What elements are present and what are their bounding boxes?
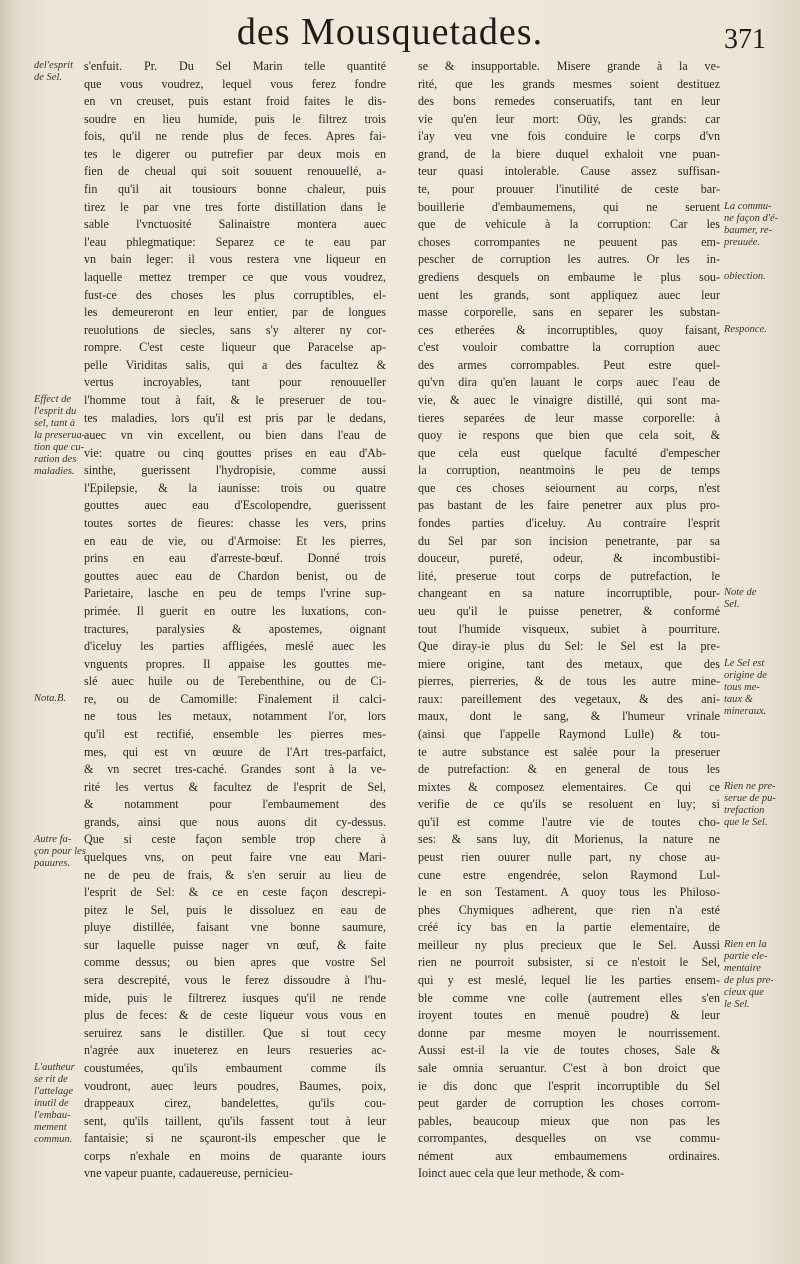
- text-line: vie: quatre ou cinq gouttes prises en eau d'Ab-: [84, 445, 386, 460]
- margin-note-line: serue de pu-: [724, 792, 776, 804]
- margin-note-line: de Sel.: [34, 72, 62, 83]
- margin-note: [724, 658, 767, 718]
- text-line: maux, dont le sang, & l'humeur vrinale: [418, 709, 720, 724]
- text-line: drappeaux cirez, bandelettes, qu'ils cou-: [84, 1096, 386, 1111]
- margin-note: [724, 324, 767, 336]
- text-line: vie qu'en leur mort: Oüy, les grands: car: [418, 111, 720, 126]
- margin-note: [724, 201, 778, 249]
- text-line: masse corporelle, sans en separer les substan-: [418, 305, 720, 320]
- text-line: s'enfuit. Pr. Du Sel Marin telle quantité: [84, 59, 386, 73]
- text-line: que ces choses seiournent au corps, n'est: [418, 480, 720, 495]
- text-line: peut garder de corruption les choses corrom-: [418, 1096, 720, 1111]
- margin-note-line: çon pour les: [34, 845, 86, 857]
- text-line: vn bain leger: il vous restera vne liqueur en: [84, 252, 386, 267]
- margin-note: [724, 271, 766, 283]
- text-line: ueu qu'il le puisse penetrer, & conformé: [418, 603, 720, 618]
- text-line: tout l'humide visqueux, subiet à pourriture.: [418, 621, 720, 636]
- text-line: en eau de vie, ou d'Armoise: Et les pierres,: [84, 533, 386, 548]
- text-line: cune estre engendrée, selon Raymond Lul-: [418, 867, 720, 882]
- text-line: c'est vouloir combattre la corruption auec: [418, 340, 720, 355]
- text-line: rité, que les grands mesmes soient destituez: [418, 76, 720, 91]
- text-line: sable l'vnctuosité Salinaistre montera auec: [84, 217, 386, 232]
- text-line: vertus incroyables, tant pour renouueller: [84, 375, 386, 390]
- margin-note: [34, 693, 66, 705]
- running-title: des Mousquetades.: [236, 11, 544, 53]
- text-line: sera descrepité, vous le ferez dissoudre à l'hu-: [84, 973, 386, 988]
- text-line: grands, ainsi que nous auons dit cy-dessus.: [84, 814, 386, 829]
- margin-note-line: que le Sel.: [724, 816, 768, 828]
- margin-note-line: Effect de: [34, 394, 72, 406]
- text-line: pas bastant de les faire penetrer aux plus pro-: [418, 498, 720, 513]
- text-line: vie, & auec le vinaigre distillé, qui sont ma-: [418, 392, 720, 407]
- text-line: (ainsi que l'appelle Raymond Lulle) & tou-: [418, 726, 720, 741]
- text-line: teur quasi intolerable. Cause assez suffisan-: [418, 164, 720, 179]
- page-number: 371: [724, 24, 766, 55]
- margin-note-line: obiection.: [724, 270, 766, 282]
- text-line: lité, preserue tout corps de putrefaction, le: [418, 568, 720, 583]
- text-line: quelques vns, on peut faire vne eau Mari-: [84, 850, 386, 865]
- text-line: re, ou de Camomille: Finalement il calci-: [84, 691, 386, 706]
- text-line: que de vehicule à la corruption: Car les: [418, 217, 720, 232]
- margin-note: [724, 939, 774, 1011]
- text-line: en vn creuset, puis estant froid faites le dis-: [84, 94, 386, 109]
- text-line: mixtes & composez elementaires. Ce qui ce: [418, 779, 720, 794]
- text-line: qu'vn dira qu'en lauant le corps auec l'eau de: [418, 375, 720, 390]
- text-line: des bons remedes conseruatifs, tant en leur: [418, 94, 720, 109]
- text-line: que vous voudrez, lequel vous ferez fondre: [84, 76, 386, 91]
- margin-note-line: Le Sel est: [724, 657, 765, 669]
- text-line: reuolutions de siecles, sans s'y alterer ny cor-: [84, 322, 386, 337]
- text-line: fois, qu'il ne rende plus de feces. Apres fai-: [84, 129, 386, 144]
- margin-note-line: sel, tant à: [34, 418, 76, 430]
- margin-note-line: cieux que: [724, 987, 764, 998]
- text-line: sale omnia seruantur. C'est à bon droict que: [418, 1060, 720, 1075]
- text-line: de putrefaction: & en general de tous les: [418, 762, 720, 777]
- text-line: douceur, pureté, odeur, & incombustibi-: [418, 551, 720, 566]
- text-line: du Sel par son incision penetrante, par sa: [418, 533, 720, 548]
- text-line: ne de peu de frais, & s'en seruir au lieu de: [84, 867, 386, 882]
- text-line: phes Chymiques adherent, que rien n'a esté: [418, 902, 720, 917]
- margin-note-line: Note de: [724, 587, 757, 599]
- text-line: iroyent toutes en menuë poudre) & leur: [418, 1008, 720, 1023]
- text-line: pluye distillée, faisant vne bonne saumure,: [84, 920, 386, 935]
- text-line: que cela eust quelque faculté d'empescher: [418, 445, 720, 460]
- text-line: comme dessus; ou bien apres que vostre Sel: [84, 955, 386, 970]
- text-line: gouttes auec eau d'Escolopendre, guerissent: [84, 498, 386, 513]
- text-line: Que diray-ie plus du Sel: le Sel est la pre-: [418, 639, 720, 654]
- text-line: ces etherées & incorruptibles, quoy faisant,: [418, 322, 720, 337]
- text-line: pelle Viriditas salis, qui a des facultez &: [84, 357, 386, 372]
- text-line: donne par mesme moyen le nourrissement.: [418, 1025, 720, 1040]
- margin-note-line: l'esprit du: [34, 406, 77, 418]
- text-line: slé auec huile ou de Terebenthine, ou de Ci-: [84, 674, 386, 689]
- text-line: pables, beaucoup mieux que non pas les: [418, 1113, 720, 1128]
- margin-note-line: baumer, re-: [724, 224, 773, 236]
- text-line: tractures, paralysies & apostemes, oignant: [84, 621, 386, 636]
- text-line: & vn secret tres-caché. Grandes sont à la ve-: [84, 762, 386, 777]
- margin-note: [724, 781, 776, 829]
- text-line: quoy ie respons que bien que cela soit, &: [418, 428, 720, 443]
- margin-note-line: taux &: [724, 693, 753, 705]
- text-line: Ioinct auec cela que leur methode, & com-: [418, 1166, 625, 1181]
- text-line: corps n'exhale en moins de quarante iours: [84, 1148, 386, 1163]
- text-line: choses corrompantes ne peuuent pas em-: [418, 234, 720, 249]
- text-line: mes, qui est vn œuure de l'Art tres-parfaict,: [84, 744, 386, 759]
- margin-note-line: mement: [34, 1122, 67, 1134]
- running-head: [0, 6, 800, 55]
- margin-note-line: la preserua-: [34, 430, 86, 442]
- text-line: sinthe, guerissent l'hydropisie, comme aussi: [84, 463, 386, 478]
- text-line: rien ne pourroit subsister, si ce n'estoit le Sel,: [418, 955, 720, 970]
- margin-note: [34, 394, 85, 478]
- text-line: verifie de ce qu'ils se resoluent en luy; si: [418, 797, 720, 812]
- text-line: rité les vertus & facultez de l'esprit de Sel,: [84, 779, 386, 794]
- margin-note-line: L'autheur: [34, 1062, 75, 1074]
- text-line: prins en eau d'arreste-bœuf. Donné trois: [84, 551, 386, 566]
- text-line: toutes sortes de fieures: chasse les vers, prins: [84, 516, 386, 531]
- margin-note-line: Sel.: [724, 599, 740, 611]
- text-line: Que si ceste façon semble trop chere à: [84, 832, 386, 847]
- margin-note-line: La commu-: [724, 200, 772, 212]
- margin-note-line: Rien ne pre-: [724, 780, 776, 792]
- text-line: sur laquelle puisse nager vn œuf, & faite: [84, 937, 386, 952]
- margin-note-line: tous me-: [724, 681, 760, 693]
- text-line: changeant en sa nature incorruptible, pour-: [418, 586, 720, 601]
- text-line: l'esprit de Sel: & ce en ceste façon descrepi-: [84, 885, 386, 900]
- text-line: les demeureront en leur entier, par de longues: [84, 305, 386, 320]
- text-line: seruirez sans le distiller. Que si tout cecy: [84, 1025, 386, 1040]
- text-line: fust-ce des choses les plus corruptibles, el-: [84, 287, 386, 302]
- text-line: rompre. C'est ceste liqueur que Paracelse ap-: [84, 340, 386, 355]
- text-line: des armes corrompables. Peut estre quel-: [418, 357, 720, 372]
- text-line: l'Epilepsie, & la iaunisse: trois ou quatre: [84, 480, 386, 495]
- text-line: grand, de la biere duquel exhaloit vne puan-: [418, 146, 720, 161]
- text-line: miere origine, tant des metaux, que des: [418, 656, 720, 671]
- text-line: sent, qu'ils taillent, qu'ils fassent tout à leur: [84, 1113, 386, 1128]
- text-line: créé icy bas en la partie elementaire, de: [418, 920, 720, 935]
- text-line: fondes parties d'iceluy. Au contraire l'esprit: [418, 516, 720, 531]
- text-line: & notamment pour l'embaumement des: [84, 797, 386, 812]
- text-line: grediens desquels on embaume le plus sou-: [418, 269, 720, 284]
- text-line: qu'il est comme l'autre vie de toutes cho-: [418, 814, 720, 829]
- margin-note: [34, 60, 73, 84]
- text-line: qu'il est rectifié, ensemble les pierres mes-: [84, 726, 386, 741]
- text-line: tes maladies, lors qu'il est pris par le dedans,: [84, 410, 386, 425]
- text-line: nément aux embaumemens ordinaires.: [418, 1148, 720, 1163]
- text-line: ie dis donc que l'esprit incorruptible du Sel: [418, 1078, 720, 1093]
- text-line: l'eau phlegmatique: Separez ce te eau par: [84, 234, 386, 249]
- text-line: se & insupportable. Misere grande à la ve-: [418, 59, 720, 73]
- margin-note-line: l'attelage: [34, 1086, 73, 1098]
- text-line: corrompantes, desquelles on vse commu-: [418, 1131, 720, 1146]
- text-line: Parietaire, lasche en peu de temps l'vrine sup-: [84, 586, 386, 601]
- margin-note-line: tion que cu-: [34, 442, 85, 454]
- text-line: i'ay veu vne fois conduire le corps d'vn: [418, 129, 720, 144]
- margin-note: [724, 587, 756, 611]
- right-text-column: [418, 58, 720, 1183]
- margin-note-line: trefaction: [724, 804, 765, 816]
- text-line: vne vapeur puante, cadauereuse, pernicieu-: [84, 1166, 293, 1181]
- text-line: l'homme tout à fait, & le preseruer de tou-: [84, 392, 386, 407]
- text-line: laquelle mettez tremper ce que vous voudrez,: [84, 269, 386, 284]
- text-line: ne tous les metaux, notamment l'or, lors: [84, 709, 386, 724]
- margin-note-line: Responce.: [724, 323, 767, 335]
- margin-note-line: pauures.: [34, 857, 71, 869]
- text-line: plus de feces: & de ceste liqueur vous vous en: [84, 1008, 386, 1023]
- margin-note-line: ne façon d'é-: [724, 212, 779, 224]
- text-line: uent les grands, sont appliquez auec leur: [418, 287, 720, 302]
- margin-note-line: de plus pre-: [724, 975, 774, 986]
- margin-note-line: ration des: [34, 454, 77, 466]
- margin-note-line: se rit de: [34, 1074, 68, 1086]
- margin-note-line: Rien en la: [724, 939, 767, 950]
- text-line: fien de cheual qui soit souuent renouuellé, a-: [84, 164, 386, 179]
- margin-note: [34, 834, 86, 870]
- text-line: tes le digerer ou putrefier par deux mois en: [84, 146, 386, 161]
- text-line: peust rien ouurer nulle part, ny chose au-: [418, 850, 720, 865]
- margin-note-line: partie ele-: [724, 951, 768, 962]
- margin-note-line: Autre fa-: [34, 833, 72, 845]
- margin-note-line: preuuée.: [724, 236, 761, 248]
- text-line: te autre substance est salée pour la preseruer: [418, 744, 720, 759]
- text-line: vnguents propres. Il appaise les gouttes me-: [84, 656, 386, 671]
- text-line: meilleur ny plus precieux que le Sel. Aussi: [418, 937, 720, 952]
- margin-note-line: origine de: [724, 669, 767, 681]
- text-line: tieres separées de leur masse corporelle: à: [418, 410, 720, 425]
- text-line: coustumées, qu'ils embaument comme ils: [84, 1060, 386, 1075]
- text-line: auec vn vin excellent, ou bien dans l'eau de: [84, 428, 386, 443]
- text-line: voudront, auec leurs poudres, Baumes, poix,: [84, 1078, 386, 1093]
- margin-note-line: mentaire: [724, 963, 761, 974]
- text-line: bouillerie d'embaumemens, qui ne seruent: [418, 199, 720, 214]
- text-line: tirez le par vne tres forte distillation dans le: [84, 199, 386, 214]
- text-line: mide, puis le filtrerez iusques qu'il ne rende: [84, 990, 386, 1005]
- margin-note-line: le Sel.: [724, 999, 750, 1010]
- margin-note-line: l'embau-: [34, 1110, 71, 1122]
- text-line: primée. Il guerit en outre les luxations, con-: [84, 603, 386, 618]
- text-line: ble comme vne colle (autrement elles s'en: [418, 990, 720, 1005]
- text-line: ses: & sans luy, dit Morienus, la nature ne: [418, 832, 720, 847]
- text-line: pescher de corruption les autres. Or les in-: [418, 252, 720, 267]
- text-line: pitez le Sel, puis le dissoluez en eau de: [84, 902, 386, 917]
- margin-note-line: commun.: [34, 1134, 73, 1146]
- margin-note-line: del'esprit: [34, 60, 73, 71]
- text-line: la corruption, neantmoins le peu de temps: [418, 463, 720, 478]
- page-gutter-shadow: [0, 0, 14, 1264]
- text-line: n'agrée aux inueterez en leurs resueries ac-: [84, 1043, 386, 1058]
- left-text-column: [84, 58, 386, 1183]
- text-line: Aussi est-il la vie de toutes choses, Sale &: [418, 1043, 720, 1058]
- text-line: te, pour prouuer l'inutilité de ceste bar-: [418, 182, 720, 197]
- text-line: fin qu'il ait tousiours bonne chaleur, puis: [84, 182, 386, 197]
- margin-note: [34, 1062, 75, 1146]
- text-line: d'iceluy les parties affligées, meslé auec les: [84, 639, 386, 654]
- text-line: pierres, pierreries, & de tous les autre mine-: [418, 674, 720, 689]
- text-line: soudre en lieu humide, puis le filtrez trois: [84, 111, 386, 126]
- margin-note-line: mineraux.: [724, 705, 767, 717]
- text-line: gouttes auec eau de Chardon benist, ou de: [84, 568, 386, 583]
- text-line: le en son Testament. A quoy tous les Philoso-: [418, 885, 720, 900]
- margin-note-line: Nota.B.: [34, 692, 67, 704]
- text-line: qui y est meslé, lequel lie les parties ensem-: [418, 973, 720, 988]
- text-line: fantaisie; si ne sçauront-ils empescher que le: [84, 1131, 386, 1146]
- margin-note-line: maladies.: [34, 466, 75, 478]
- text-line: raux: pareillement des vegetaux, & des ani-: [418, 691, 720, 706]
- margin-note-line: inutil de: [34, 1098, 69, 1110]
